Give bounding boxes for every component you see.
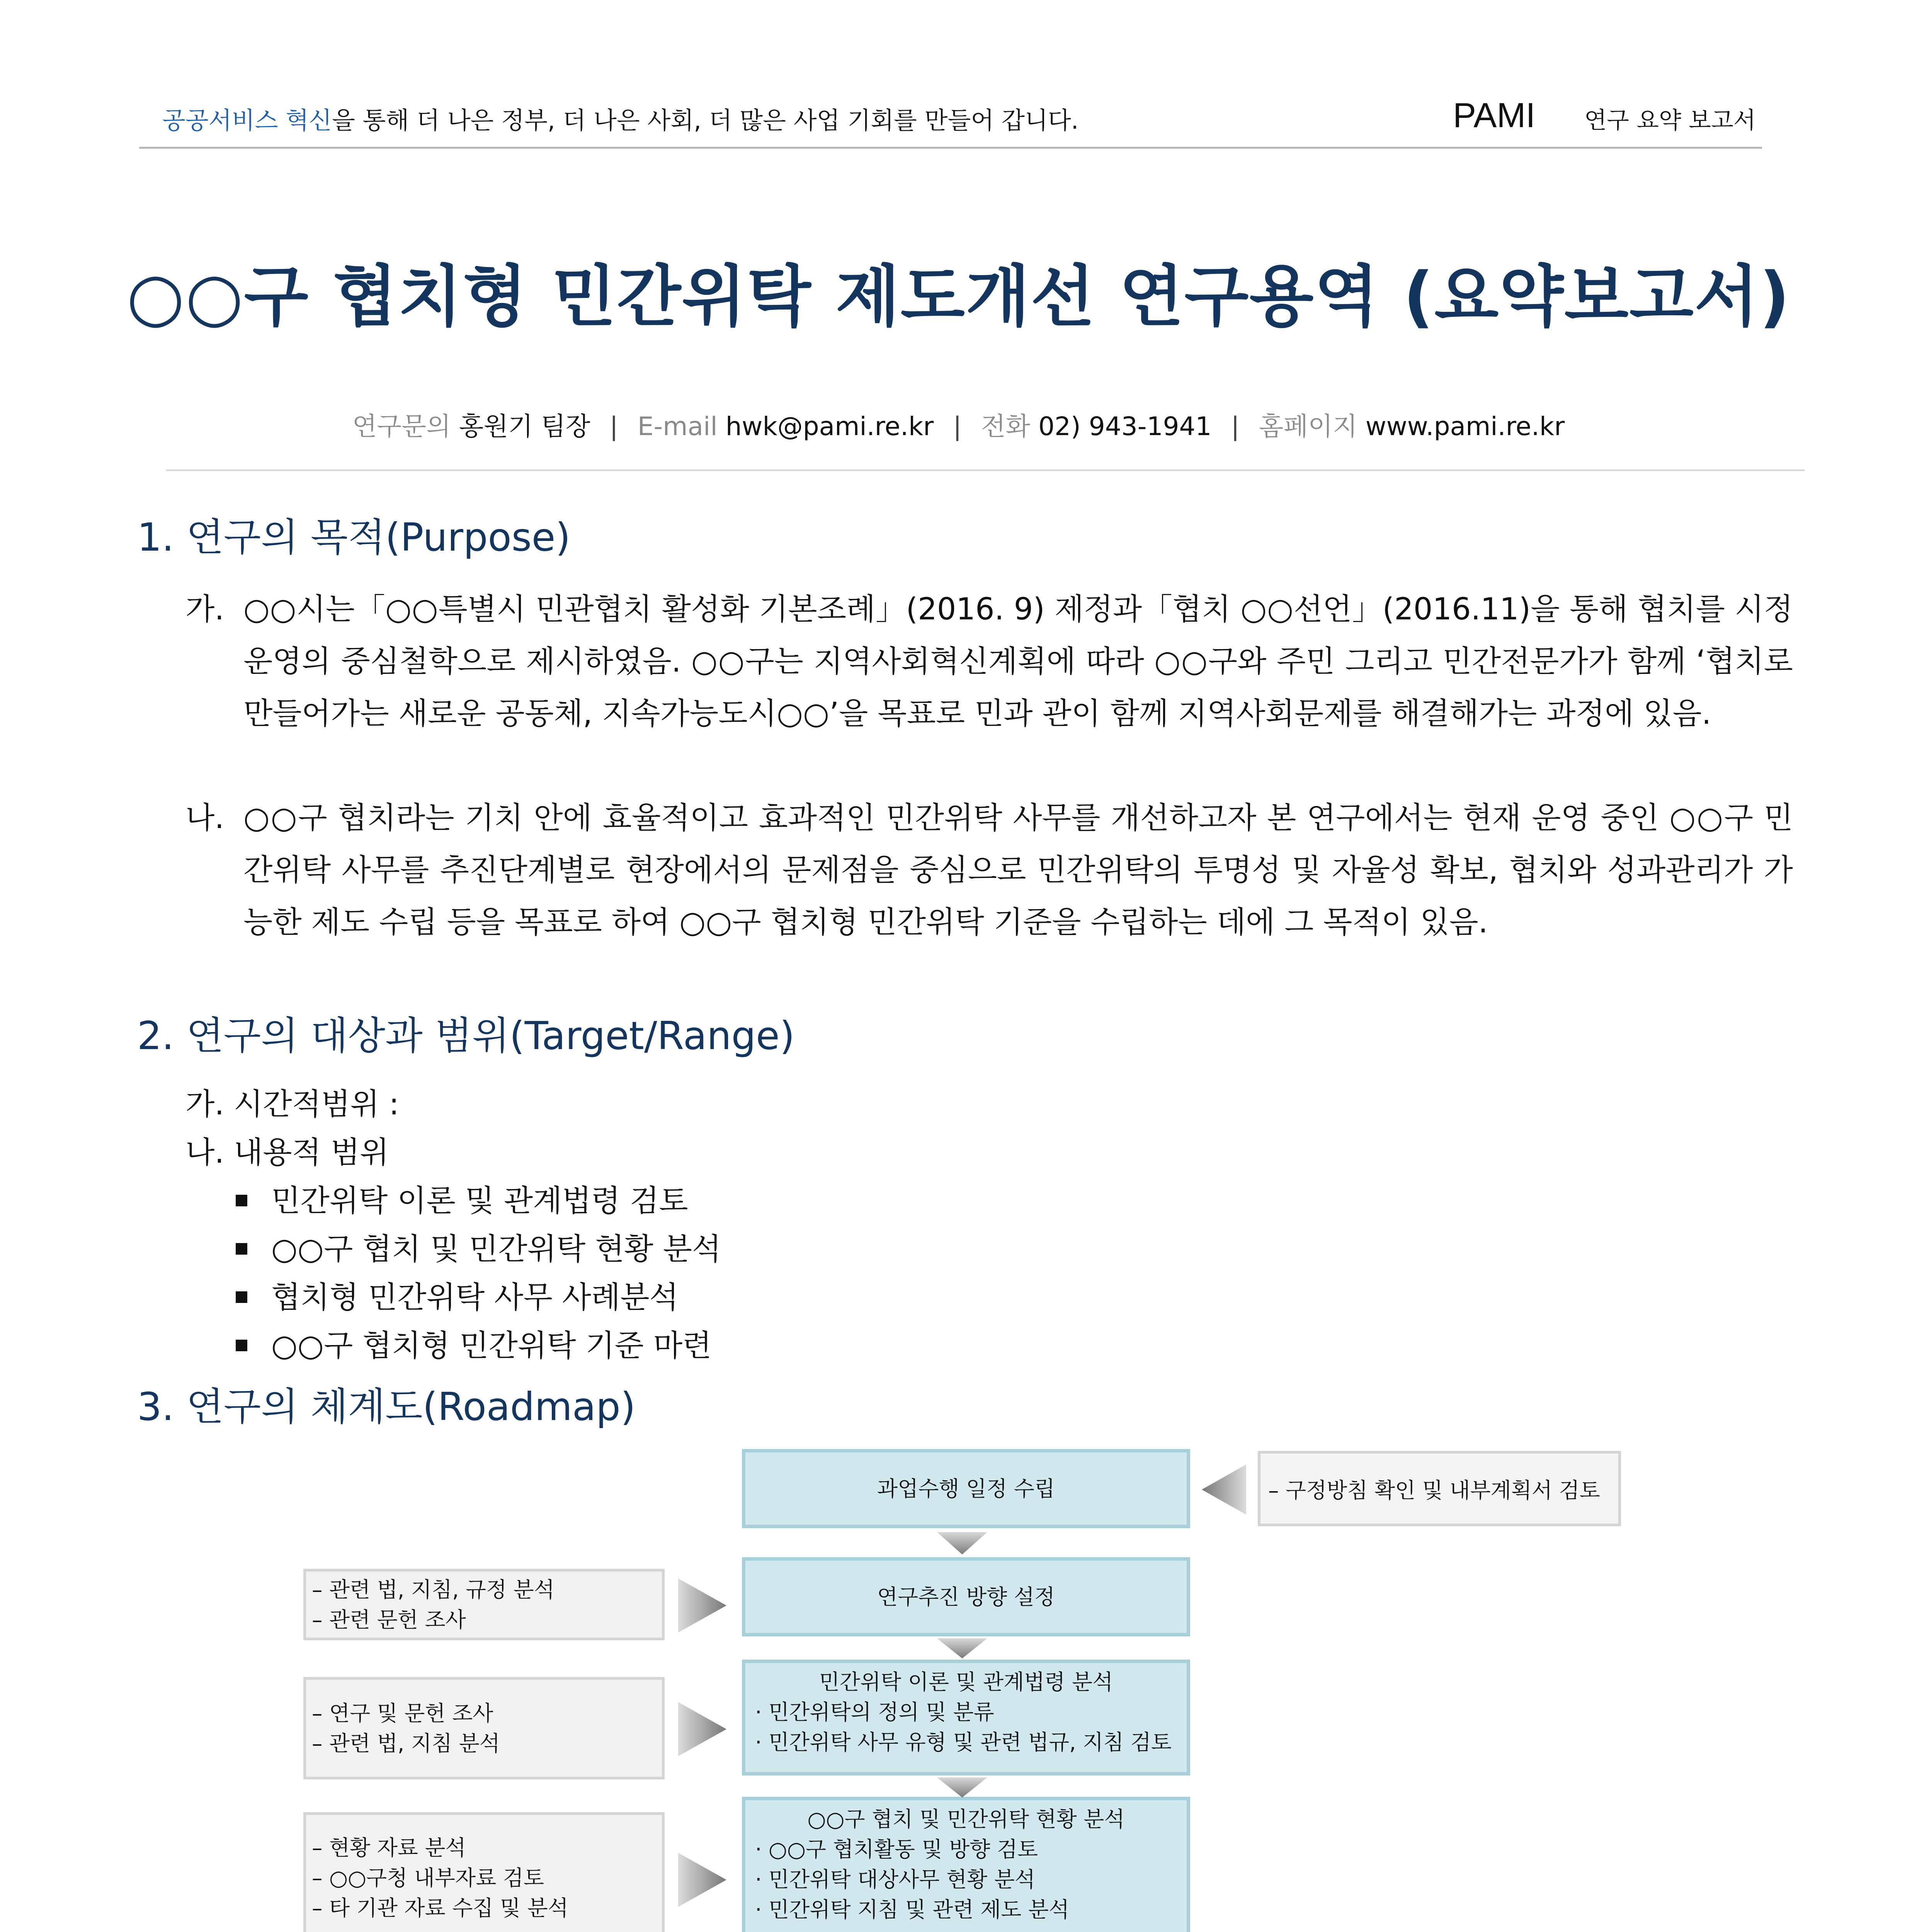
step-detail: · 민간위탁의 정의 및 분류 — [755, 1700, 994, 1725]
roadmap-step-4 — [742, 1797, 1190, 1932]
step-detail: · ○○구 협치활동 및 방향 검토 — [755, 1837, 1038, 1862]
email-label: E-mail — [637, 412, 718, 441]
section-2-heading: 2. 연구의 대상과 범위(Target/Range) — [137, 1013, 795, 1058]
right-arrow-icon — [678, 1853, 726, 1907]
paragraph-text: ○○구 협치라는 기치 안에 효율적이고 효과적인 민간위탁 사무를 개선하고자 본 연구에서는 현재 운영 중인 ○○구 민간위탁 사무를 추진단계별로 현장에서의 문제점을 중심으로 민간위탁의 투명성 및 자율성 확보, 협치와 성과관리가 가능한 제도 수립 등을 목표로 하여 ○○구 협치형 민간위탁 기준을 수립하는 데에 그 목적이 있음. — [243, 801, 1793, 940]
bullet-square — [236, 1291, 247, 1303]
document-title: ○○구 협치형 민간위탁 제도개선 연구용역 (요약보고서) — [126, 258, 1791, 335]
item-number: 나. — [185, 801, 225, 835]
section-2-item-a: 가. 시간적범위 : — [185, 1087, 399, 1122]
step-detail: · 민간위탁 사무 유형 및 관련 법규, 지침 검토 — [755, 1730, 1172, 1755]
contact-separator: | — [609, 412, 618, 441]
list-item: ○○구 협치 및 민간위탁 현황 분석 — [236, 1225, 721, 1268]
step-title: 연구추진 방향 설정 — [877, 1584, 1055, 1609]
homepage-label: 홈페이지 — [1259, 412, 1357, 441]
left-arrow-icon — [1202, 1464, 1246, 1515]
bullet-square — [236, 1195, 247, 1206]
header-brand: PAMI — [1453, 96, 1536, 135]
step-detail: · 민간위탁 대상사무 현황 분석 — [755, 1867, 1035, 1892]
contact-line — [0, 406, 1917, 442]
slogan-highlight: 공공서비스 혁신 — [162, 106, 332, 134]
contact-separator: | — [1231, 412, 1240, 441]
step-detail: · 민간위탁 지침 및 관련 제도 분석 — [755, 1897, 1070, 1922]
right-arrow-icon — [678, 1702, 726, 1756]
down-arrow-icon — [937, 1532, 987, 1555]
slogan-rest: 을 통해 더 나은 정부, 더 나은 사회, 더 많은 사업 기회를 만들어 갑니다. — [332, 106, 1079, 134]
step-title: 민간위탁 이론 및 관계법령 분석 — [819, 1670, 1113, 1694]
section-2-item-b: 나. 내용적 범위 — [185, 1135, 389, 1170]
roadmap-input-3: – 현황 자료 분석 – ○○구청 내부자료 검토 – 타 기관 자료 수집 및 분석 — [303, 1812, 665, 1932]
contact-divider — [166, 469, 1805, 471]
step-title: ○○구 협치 및 민간위탁 현황 분석 — [807, 1807, 1125, 1832]
section-1-heading: 1. 연구의 목적(Purpose) — [137, 515, 571, 560]
roadmap-side-note: – 구정방침 확인 및 내부계획서 검토 — [1258, 1451, 1621, 1526]
right-arrow-icon — [678, 1578, 726, 1633]
email-link[interactable]: hwk@pami.re.kr — [725, 412, 934, 441]
roadmap-input-2: – 연구 및 문헌 조사 – 관련 법, 지침 분석 — [303, 1677, 665, 1779]
roadmap-step-3 — [742, 1660, 1190, 1776]
bullet-square — [236, 1340, 247, 1351]
section-3-heading: 3. 연구의 체계도(Roadmap) — [137, 1384, 636, 1429]
roadmap-input-1: – 관련 법, 지침, 규정 분석 – 관련 문헌 조사 — [303, 1569, 665, 1640]
header-report-type: 연구 요약 보고서 — [1584, 107, 1756, 134]
homepage-link[interactable]: www.pami.re.kr — [1365, 412, 1565, 441]
header-slogan — [162, 101, 1078, 136]
down-arrow-icon — [937, 1777, 987, 1799]
list-item: 협치형 민간위탁 사무 사례분석 — [236, 1273, 679, 1316]
list-item: 민간위탁 이론 및 관계법령 검토 — [236, 1177, 688, 1220]
list-item: ○○구 협치형 민간위탁 기준 마련 — [236, 1321, 711, 1365]
bullet-square — [236, 1243, 247, 1255]
header-divider — [139, 147, 1762, 149]
step-title: 과업수행 일정 수립 — [877, 1476, 1055, 1501]
roadmap-step-2 — [742, 1557, 1190, 1636]
contact-separator: | — [953, 412, 962, 441]
paragraph-text: ○○시는「○○특별시 민관협치 활성화 기본조례」(2016. 9) 제정과「협치 ○○선언」(2016.11)을 통해 협치를 시정운영의 중심철학으로 제시하였음. ○○구는 지역사회혁신계획에 따라 ○○구와 주민 그리고 민간전문가가 함께 ‘협치로 만들어가는 새로운 공동체, 지속가능도시○○’을 목표로 민과 관이 함께 지역사회문제를 해결해가는 과정에 있음. — [243, 592, 1793, 731]
inquiry-label: 연구문의 — [352, 412, 451, 441]
down-arrow-icon — [937, 1638, 987, 1660]
roadmap-step-1 — [742, 1449, 1190, 1528]
phone-label: 전화 — [981, 412, 1031, 441]
phone-value: 02) 943-1941 — [1038, 412, 1212, 441]
item-number: 가. — [185, 592, 225, 627]
inquiry-value: 홍원기 팀장 — [459, 412, 590, 441]
